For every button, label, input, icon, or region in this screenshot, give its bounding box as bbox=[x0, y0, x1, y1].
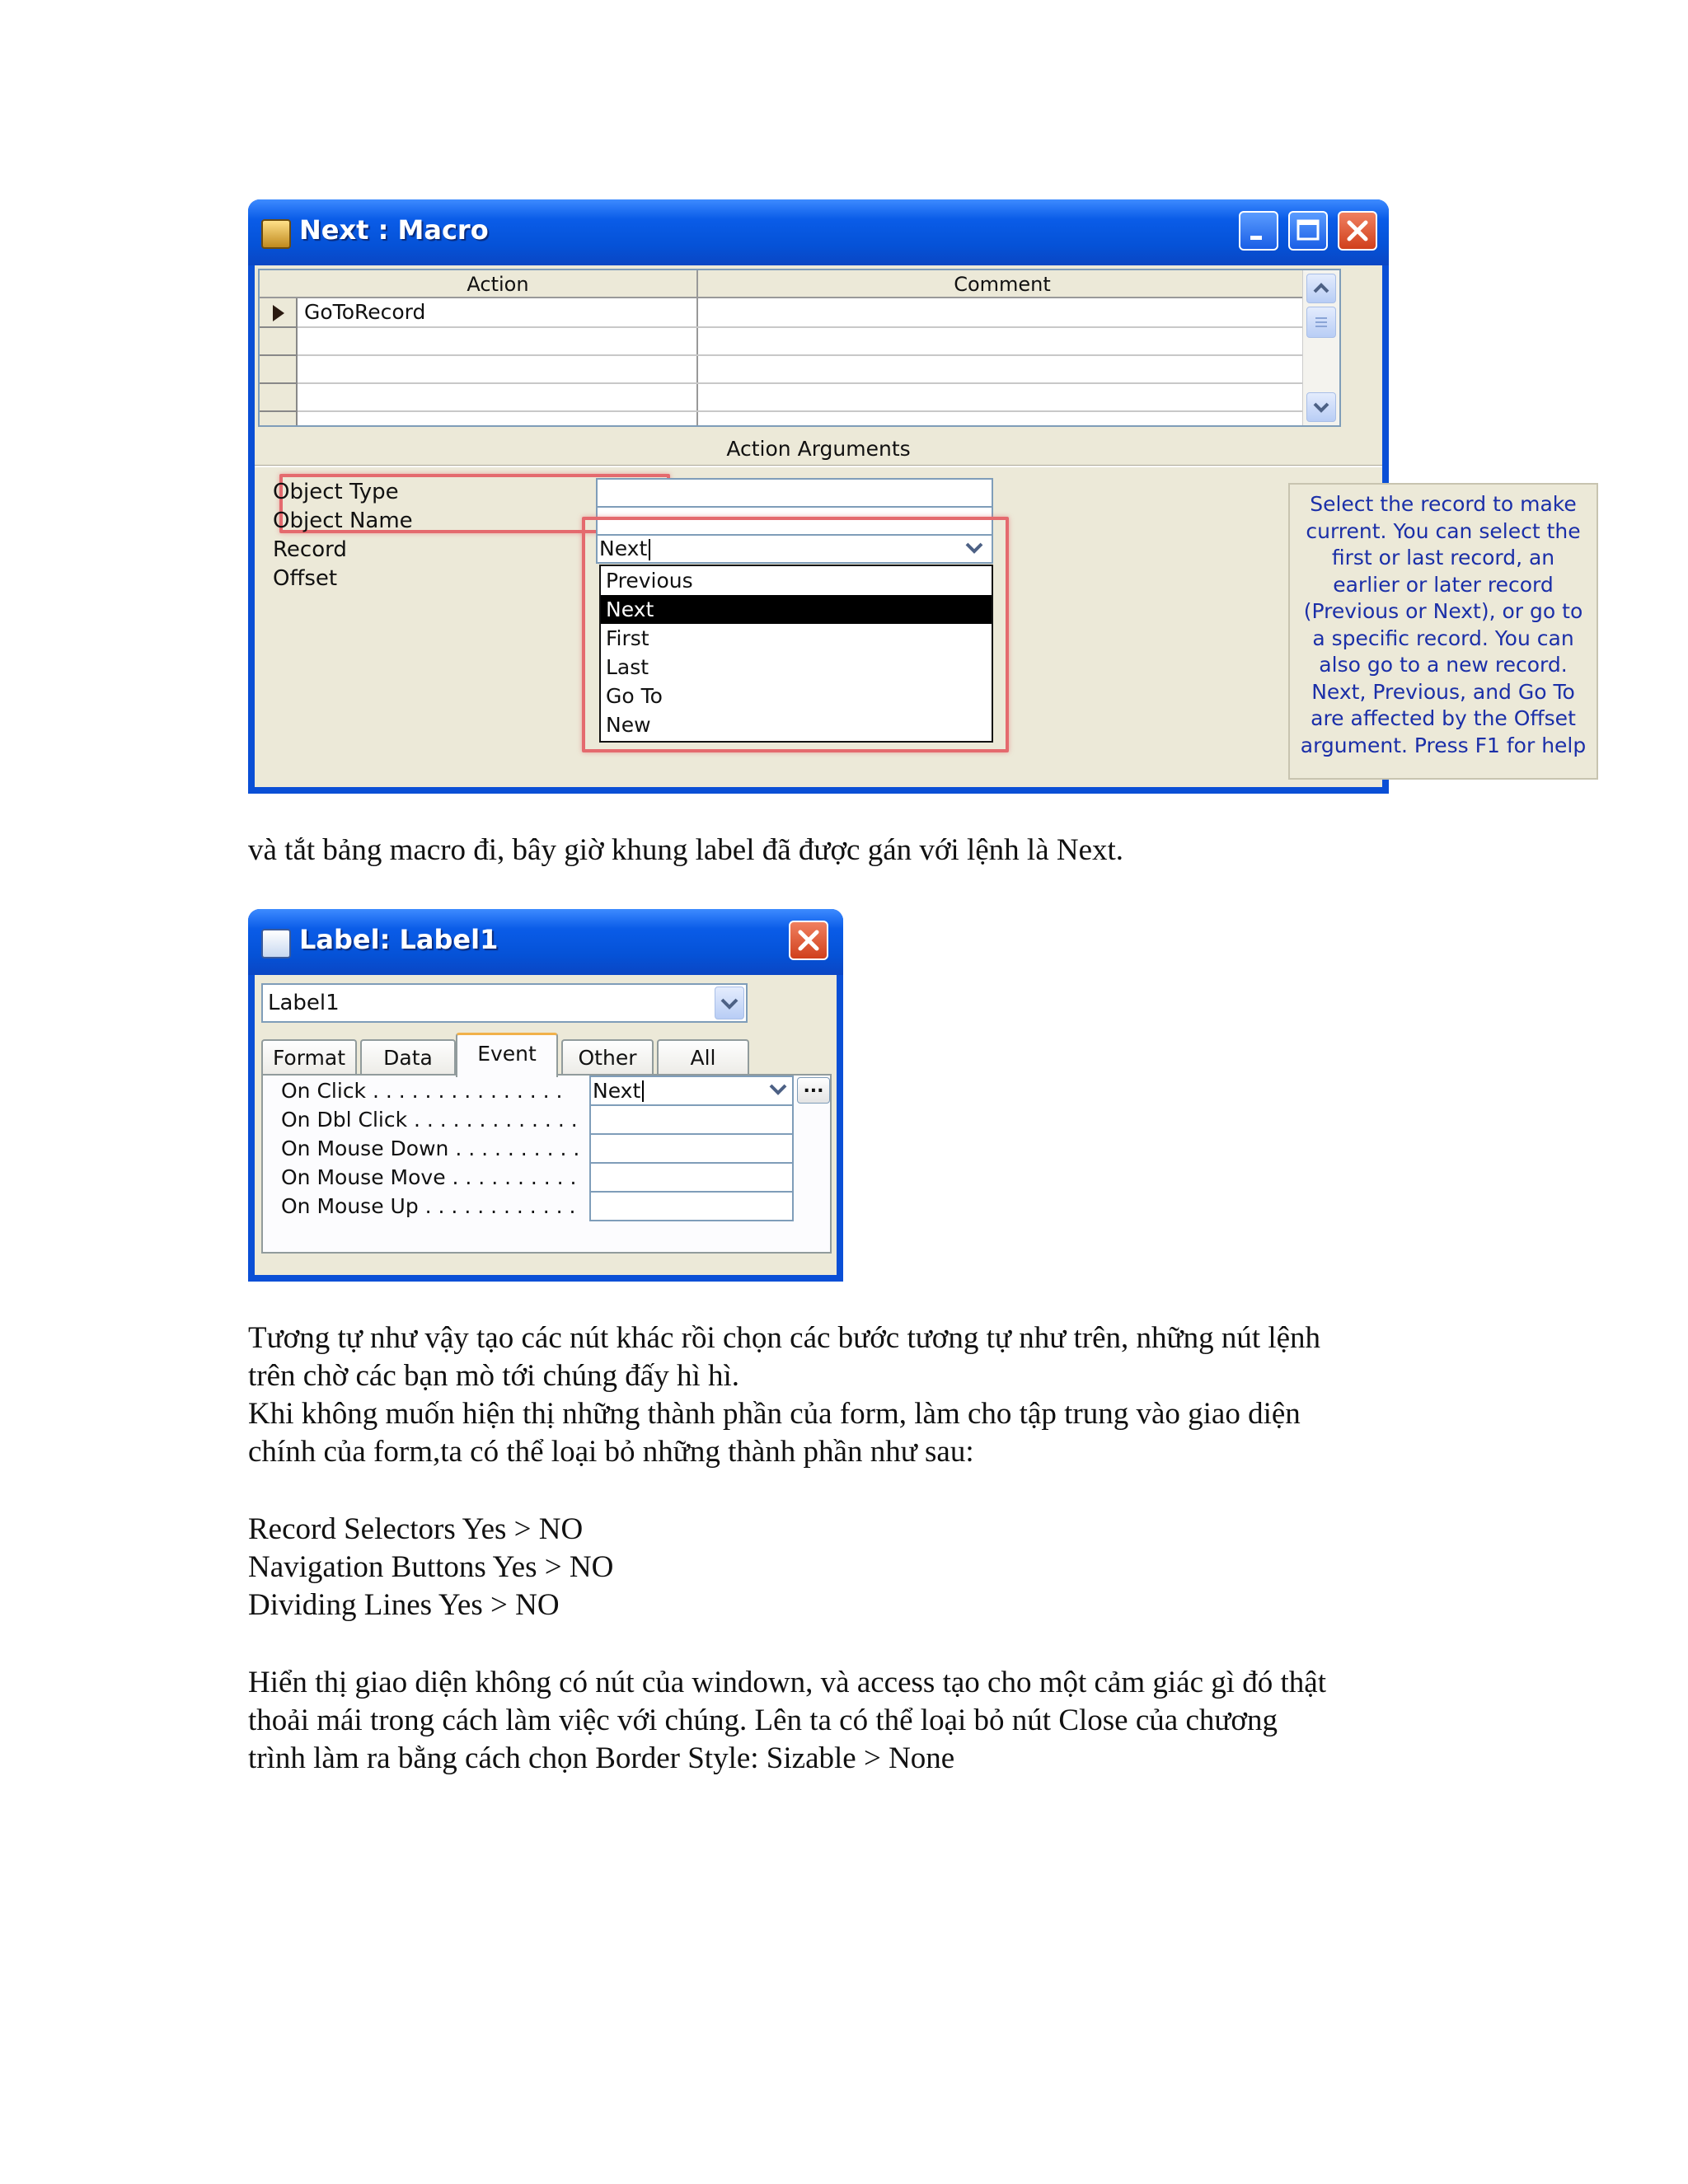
minimize-button[interactable] bbox=[1239, 211, 1278, 251]
macro-icon bbox=[261, 219, 291, 249]
option-last[interactable]: Last bbox=[606, 655, 649, 679]
maximize-button[interactable] bbox=[1288, 211, 1328, 251]
section-separator bbox=[255, 465, 1382, 467]
column-divider bbox=[696, 270, 698, 425]
grid-line bbox=[298, 354, 1339, 356]
label-offset: Offset bbox=[273, 566, 338, 591]
macro-body bbox=[255, 265, 1587, 787]
macro-window bbox=[248, 199, 1587, 794]
object-type-field[interactable] bbox=[596, 478, 993, 508]
option-go-to[interactable]: Go To bbox=[606, 684, 663, 708]
object-selector-combo[interactable] bbox=[261, 983, 748, 1023]
prop-on-click: On Click . . . . . . . . . . . . . . . bbox=[281, 1079, 563, 1103]
paragraph-line: thoải mái trong cách làm việc với chúng. Lên ta có thể loại bỏ nút Close của chương bbox=[248, 1704, 1278, 1737]
close-button[interactable] bbox=[1338, 211, 1377, 251]
scroll-up-button[interactable] bbox=[1306, 274, 1336, 303]
paragraph-line: trình làm ra bằng cách chọn Border Style: Sizable > None bbox=[248, 1741, 955, 1775]
builder-button[interactable]: ... bbox=[797, 1077, 830, 1104]
on-dbl-click-field[interactable] bbox=[589, 1104, 794, 1135]
macro-window-title: Next : Macro bbox=[299, 214, 489, 246]
paragraph-line: Khi không muốn hiện thị những thành phần của form, làm cho tập trung vào giao diện bbox=[248, 1397, 1301, 1431]
on-click-field[interactable] bbox=[589, 1076, 794, 1106]
option-previous[interactable]: Previous bbox=[606, 569, 693, 593]
prop-on-mouse-up: On Mouse Up . . . . . . . . . . . . bbox=[281, 1194, 576, 1218]
help-line: a specific record. You can bbox=[1312, 626, 1574, 650]
scroll-thumb[interactable] bbox=[1306, 307, 1336, 338]
grid-line bbox=[298, 382, 1339, 384]
action-cell[interactable]: GoToRecord bbox=[304, 300, 426, 324]
tab-all[interactable]: All bbox=[657, 1039, 749, 1076]
column-header-action[interactable]: Action bbox=[298, 270, 698, 298]
record-value: Next bbox=[599, 537, 648, 560]
grid-corner bbox=[260, 270, 298, 298]
help-line: first or last record, an bbox=[1331, 546, 1555, 569]
label-properties-window bbox=[248, 909, 843, 1282]
close-button[interactable] bbox=[789, 921, 828, 960]
label-titlebar[interactable] bbox=[248, 909, 843, 975]
paragraph-line: Hiển thị giao diện không có nút của windown, và access tạo cho một cảm giác gì đó thật bbox=[248, 1666, 1327, 1699]
help-line: earlier or later record bbox=[1333, 572, 1554, 597]
help-panel bbox=[1288, 483, 1598, 780]
tab-format[interactable]: Format bbox=[261, 1039, 357, 1076]
event-tab-panel bbox=[261, 1074, 832, 1254]
on-click-dropdown-button[interactable] bbox=[764, 1078, 794, 1103]
on-mouse-up-field[interactable] bbox=[589, 1191, 794, 1221]
prop-on-dbl-click: On Dbl Click . . . . . . . . . . . . . bbox=[281, 1108, 578, 1132]
help-line: Next, Previous, and Go To bbox=[1311, 679, 1575, 704]
paragraph-line: Tương tự như vậy tạo các nút khác rồi chọn các bước tương tự như trên, những nút lệnh bbox=[248, 1321, 1321, 1355]
paragraph-line: chính của form,ta có thể loại bỏ những thành phần như sau: bbox=[248, 1435, 974, 1469]
label-window-title: Label: Label1 bbox=[299, 924, 499, 955]
label-object-name: Object Name bbox=[273, 509, 413, 533]
paragraph-line: trên chờ các bạn mò tới chúng đấy hì hì. bbox=[248, 1359, 740, 1393]
object-selector-value: Label1 bbox=[268, 991, 340, 1015]
highlight-box-record bbox=[582, 517, 1009, 752]
help-line: are affected by the Offset bbox=[1311, 706, 1576, 730]
option-new[interactable]: New bbox=[606, 713, 651, 737]
setting-line: Navigation Buttons Yes > NO bbox=[248, 1550, 614, 1584]
label-body bbox=[255, 975, 837, 1275]
macro-titlebar[interactable] bbox=[248, 199, 1389, 265]
caption-text: và tắt bảng macro đi, bây giờ khung label đã được gán với lệnh là Next. bbox=[248, 833, 1124, 867]
setting-line: Dividing Lines Yes > NO bbox=[248, 1588, 560, 1622]
on-click-value: Next bbox=[593, 1079, 641, 1103]
text-caret bbox=[642, 1080, 644, 1102]
column-header-comment[interactable]: Comment bbox=[698, 270, 1306, 298]
label-object-type: Object Type bbox=[273, 480, 399, 504]
prop-on-mouse-move: On Mouse Move . . . . . . . . . . bbox=[281, 1165, 577, 1189]
option-next[interactable]: Next bbox=[601, 595, 992, 624]
prop-on-mouse-down: On Mouse Down . . . . . . . . . . bbox=[281, 1137, 580, 1160]
current-row-arrow-icon bbox=[271, 303, 288, 323]
help-line: argument. Press F1 for help bbox=[1300, 733, 1587, 757]
option-first[interactable]: First bbox=[606, 626, 649, 650]
tab-other[interactable]: Other bbox=[561, 1039, 654, 1076]
properties-icon bbox=[261, 929, 291, 958]
macro-grid bbox=[258, 269, 1341, 427]
help-line: also go to a new record. bbox=[1319, 653, 1568, 677]
label-record: Record bbox=[273, 537, 347, 562]
grid-scrollbar[interactable] bbox=[1302, 270, 1339, 425]
help-line: Select the record to make bbox=[1310, 492, 1577, 516]
on-mouse-down-field[interactable] bbox=[589, 1133, 794, 1164]
object-selector-dropdown-button[interactable] bbox=[715, 987, 744, 1019]
tab-event[interactable]: Event bbox=[456, 1033, 558, 1077]
help-line: current. You can select the bbox=[1306, 518, 1581, 543]
scroll-down-button[interactable] bbox=[1306, 392, 1336, 422]
tab-data[interactable]: Data bbox=[360, 1039, 456, 1076]
on-mouse-move-field[interactable] bbox=[589, 1162, 794, 1193]
help-line: (Previous or Next), or go to bbox=[1303, 599, 1583, 623]
setting-line: Record Selectors Yes > NO bbox=[248, 1512, 584, 1546]
grid-line bbox=[298, 410, 1339, 412]
grid-line bbox=[298, 326, 1339, 328]
action-arguments-title: Action Arguments bbox=[726, 437, 911, 461]
